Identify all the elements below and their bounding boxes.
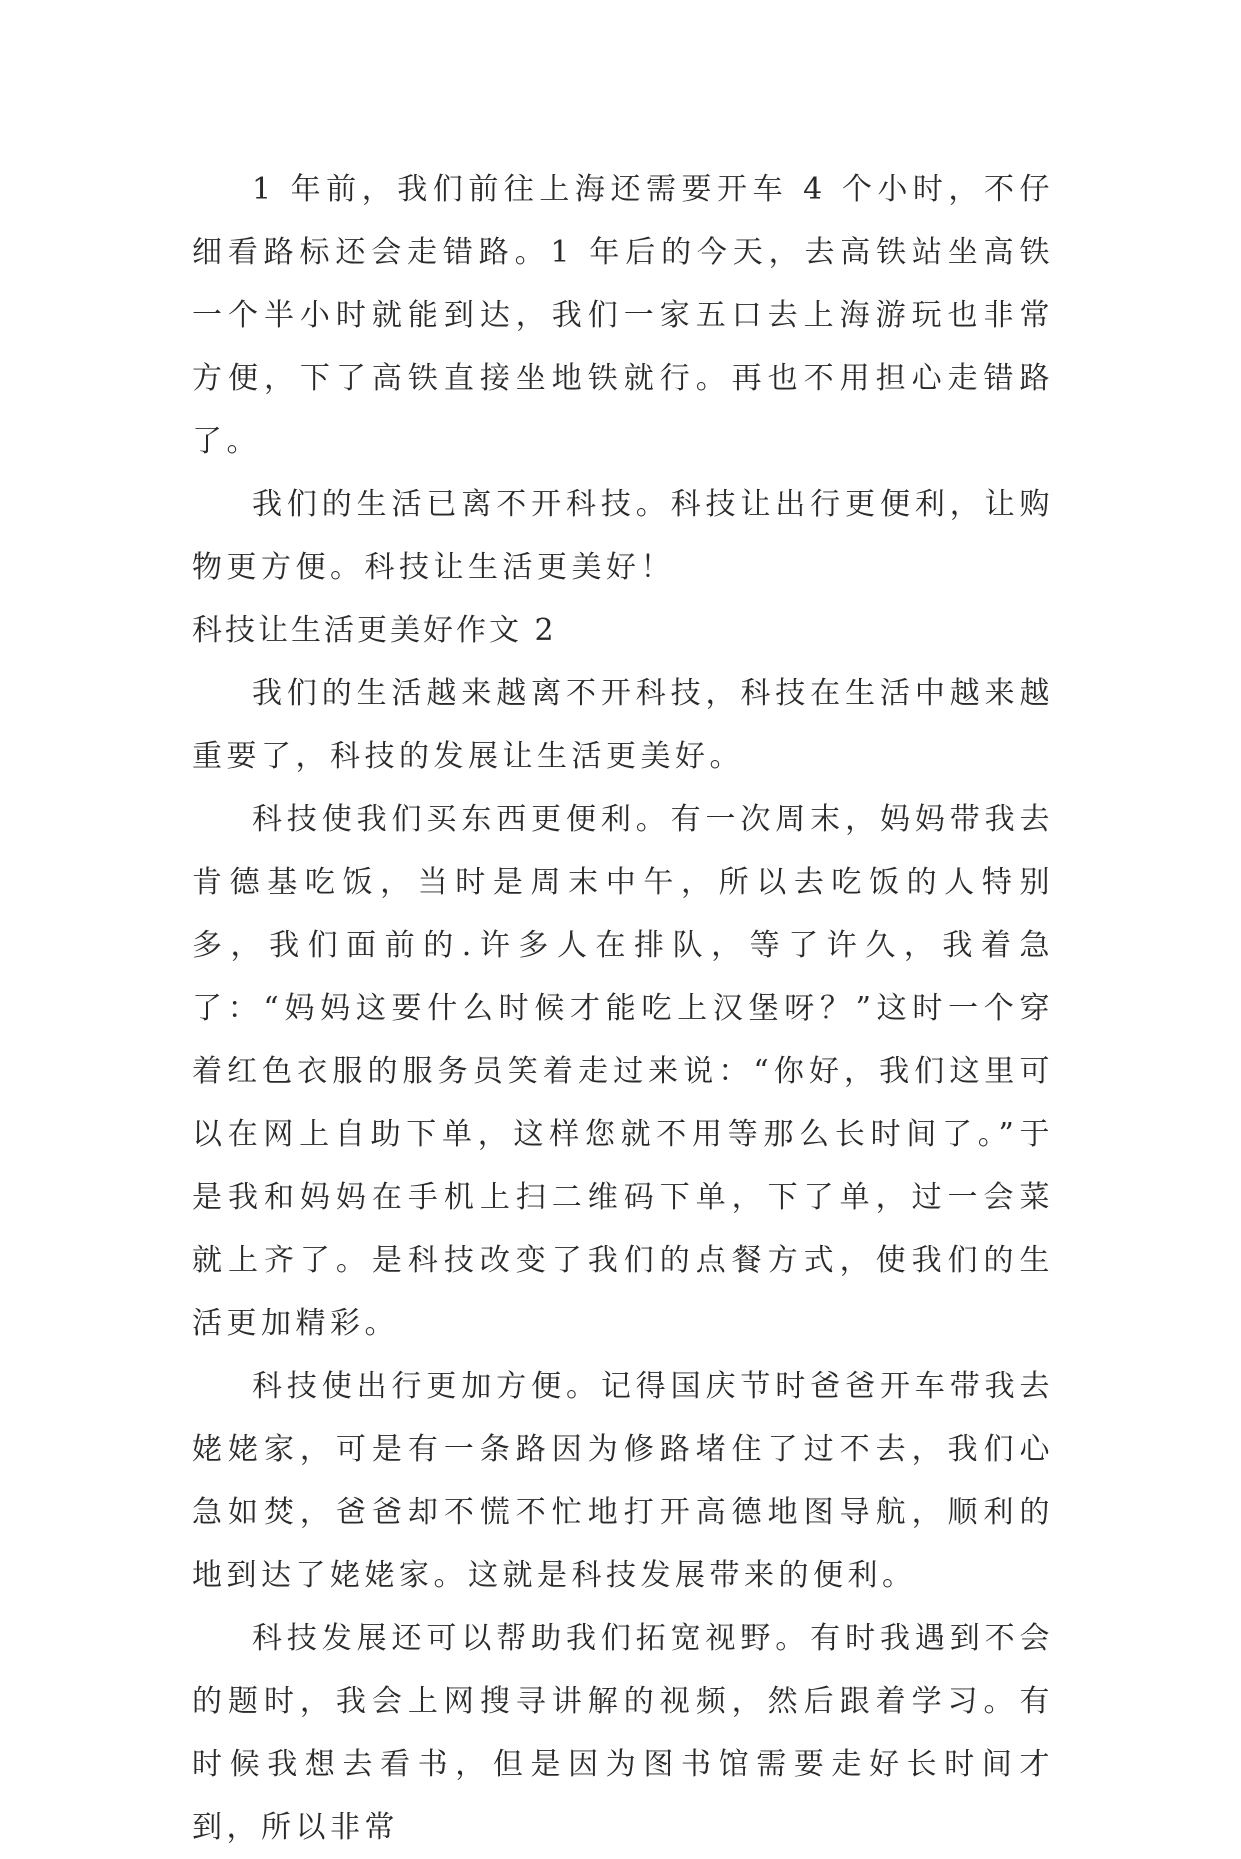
section-heading: 科技让生活更美好作文 2 [192, 613, 557, 648]
paragraph: 科技发展还可以帮助我们拓宽视野。有时我遇到不会的题时，我会上网搜寻讲解的视频，然后跟着学习。有时候我想去看书，但是因为图书馆需要走好长时间才到，所以非常 [192, 1621, 1054, 1845]
paragraph: 1 年前，我们前往上海还需要开车 4 个小时，不仔细看路标还会走错路。1 年后的今天，去高铁站坐高铁一个半小时就能到达，我们一家五口去上海游玩也非常方便，下了高铁直接坐地铁就行。再也不用担心走错路了。 [192, 172, 1054, 459]
paragraph: 科技使出行更加方便。记得国庆节时爸爸开车带我去姥姥家，可是有一条路因为修路堵住了过不去，我们心急如焚，爸爸却不慌不忙地打开高德地图导航，顺利的地到达了姥姥家。这就是科技发展带来的便利。 [192, 1369, 1054, 1593]
paragraph: 我们的生活已离不开科技。科技让出行更便利，让购物更方便。科技让生活更美好！ [192, 487, 1054, 585]
document-body [192, 158, 1054, 1859]
paragraph: 我们的生活越来越离不开科技，科技在生活中越来越重要了，科技的发展让生活更美好。 [192, 676, 1054, 774]
paragraph: 科技使我们买东西更便利。有一次周末，妈妈带我去肯德基吃饭，当时是周末中午，所以去吃饭的人特别多，我们面前的.许多人在排队，等了许久，我着急了：“妈妈这要什么时候才能吃上汉堡呀？”这时一个穿着红色衣服的服务员笑着走过来说：“你好，我们这里可以在网上自助下单，这样您就不用等那么长时间了。”于是我和妈妈在手机上扫二维码下单，下了单，过一会菜就上齐了。是科技改变了我们的点餐方式，使我们的生活更加精彩。 [192, 802, 1054, 1341]
